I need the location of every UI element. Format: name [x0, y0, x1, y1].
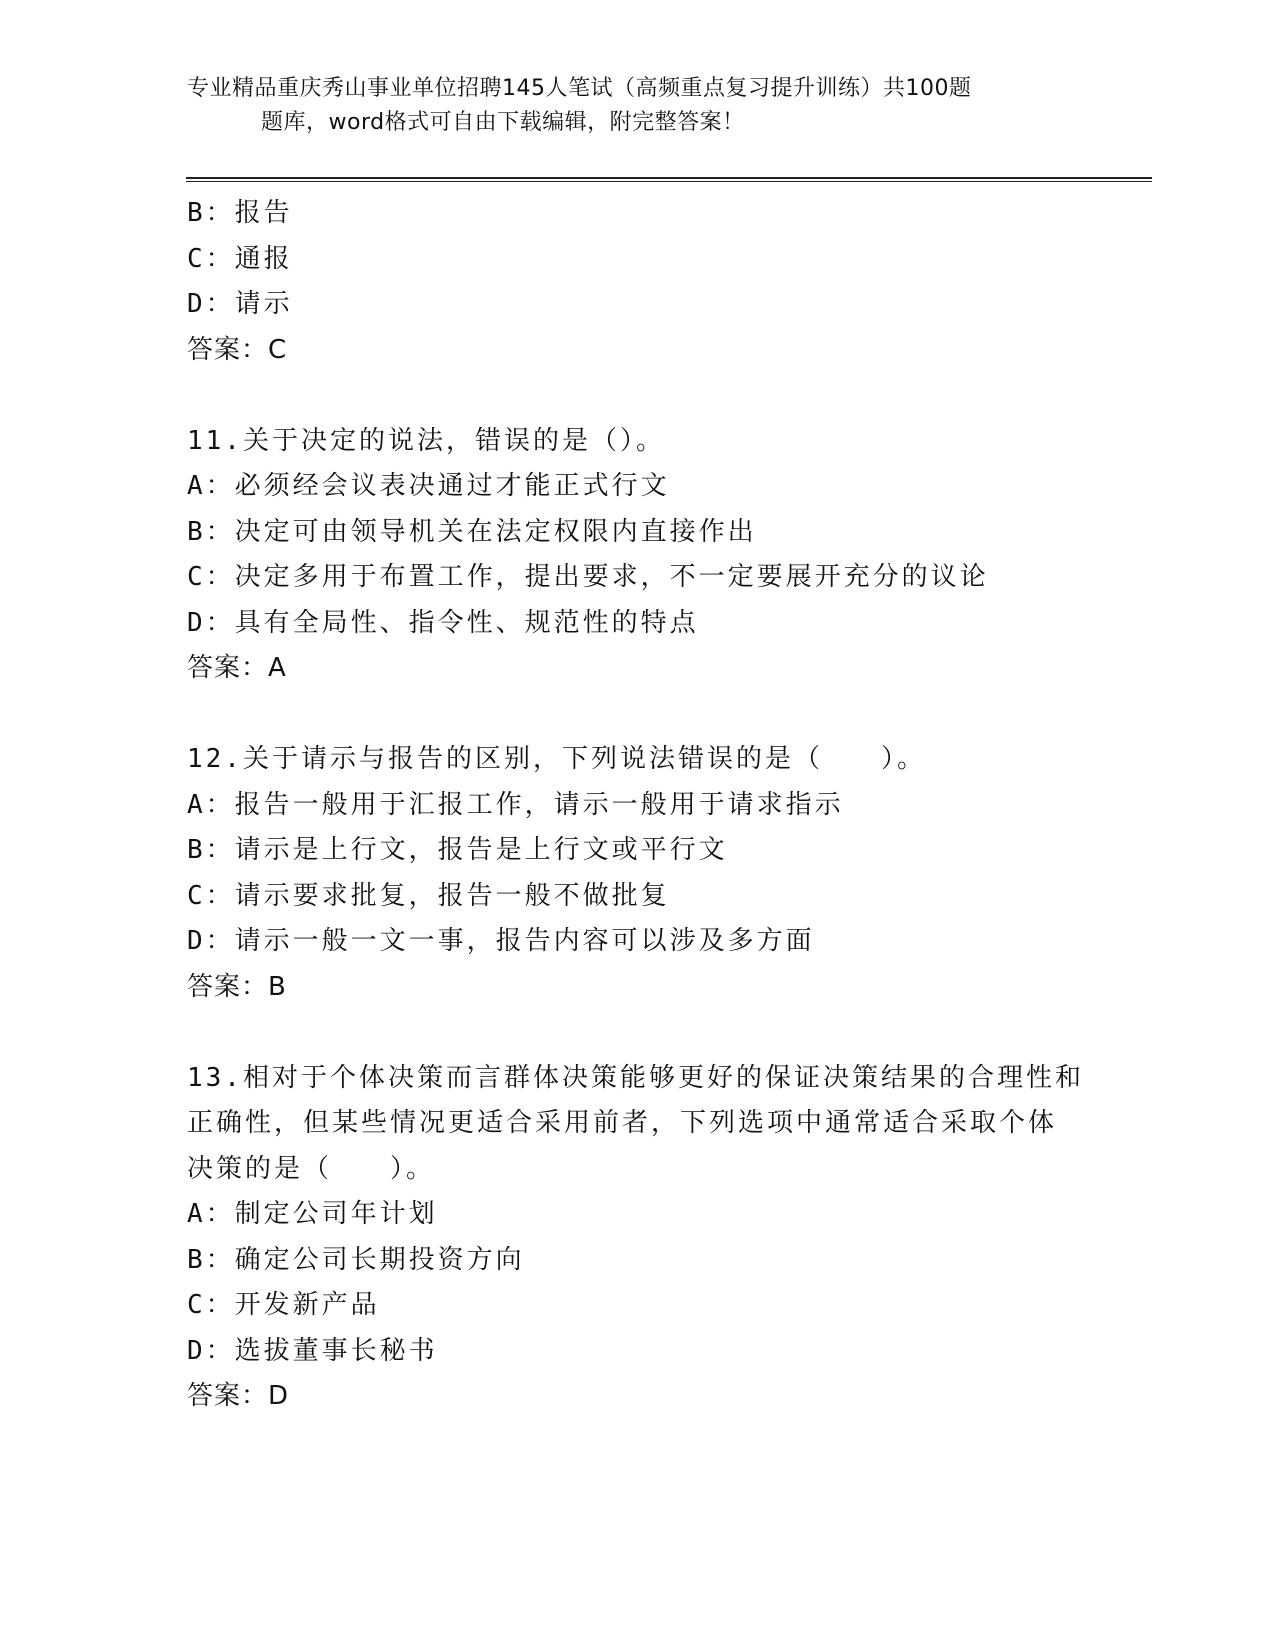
spacer: [187, 373, 1107, 419]
option-c: C：开发新产品: [187, 1290, 380, 1320]
option-b: B：报告: [187, 198, 293, 228]
question-11: [187, 419, 1107, 692]
option-c: C：通报: [187, 243, 293, 274]
option-c: C：决定多用于布置工作，提出要求，不一定要展开充分的议论: [187, 562, 989, 592]
header-rule-thick: [186, 177, 1152, 179]
header-title-line-1: 专业精品重庆秀山事业单位招聘145人笔试（高频重点复习提升训练）共100题: [187, 76, 972, 101]
option-a: A：必须经会议表决通过才能正式行文: [187, 471, 670, 501]
option-a: A：报告一般用于汇报工作，请示一般用于请求指示: [187, 789, 844, 820]
answer-line: 答案：A: [187, 653, 287, 683]
question-stem-line-3: 决策的是（ ）。: [187, 1153, 436, 1184]
option-a: A：制定公司年计划: [187, 1199, 438, 1229]
spacer: [187, 692, 1107, 738]
answer-line: 答案：C: [187, 334, 288, 365]
spacer: [187, 1010, 1107, 1056]
option-d: D：具有全局性、指令性、规范性的特点: [187, 607, 699, 638]
question-stem-line-2: 正确性，但某些情况更适合采用前者，下列选项中通常适合采取个体: [187, 1108, 1058, 1138]
document-header: [187, 72, 1067, 140]
option-d: D：请示: [187, 289, 293, 319]
question-12: [187, 737, 1107, 1010]
header-title-line-2: 题库，word格式可自由下载编辑，附完整答案！: [261, 110, 745, 135]
header-rule-thin: [186, 181, 1152, 182]
answer-line: 答案：B: [187, 971, 287, 1002]
option-b: B：请示是上行文，报告是上行文或平行文: [187, 835, 728, 865]
question-stem-line-1: 13.相对于个体决策而言群体决策能够更好的保证决策结果的合理性和: [187, 1062, 1084, 1093]
question-10-continued: [187, 191, 1107, 373]
option-b: B：决定可由领导机关在法定权限内直接作出: [187, 516, 757, 547]
option-b: B：确定公司长期投资方向: [187, 1244, 525, 1275]
question-stem: 11.关于决定的说法，错误的是（）。: [187, 425, 665, 456]
option-c: C：请示要求批复，报告一般不做批复: [187, 880, 670, 911]
question-content: [187, 191, 1107, 1420]
option-d: D：请示一般一文一事，报告内容可以涉及多方面: [187, 926, 815, 956]
question-stem: 12.关于请示与报告的区别，下列说法错误的是（ ）。: [187, 744, 926, 774]
question-13: [187, 1056, 1107, 1420]
option-d: D：选拔董事长秘书: [187, 1335, 438, 1366]
answer-line: 答案：D: [187, 1381, 290, 1411]
